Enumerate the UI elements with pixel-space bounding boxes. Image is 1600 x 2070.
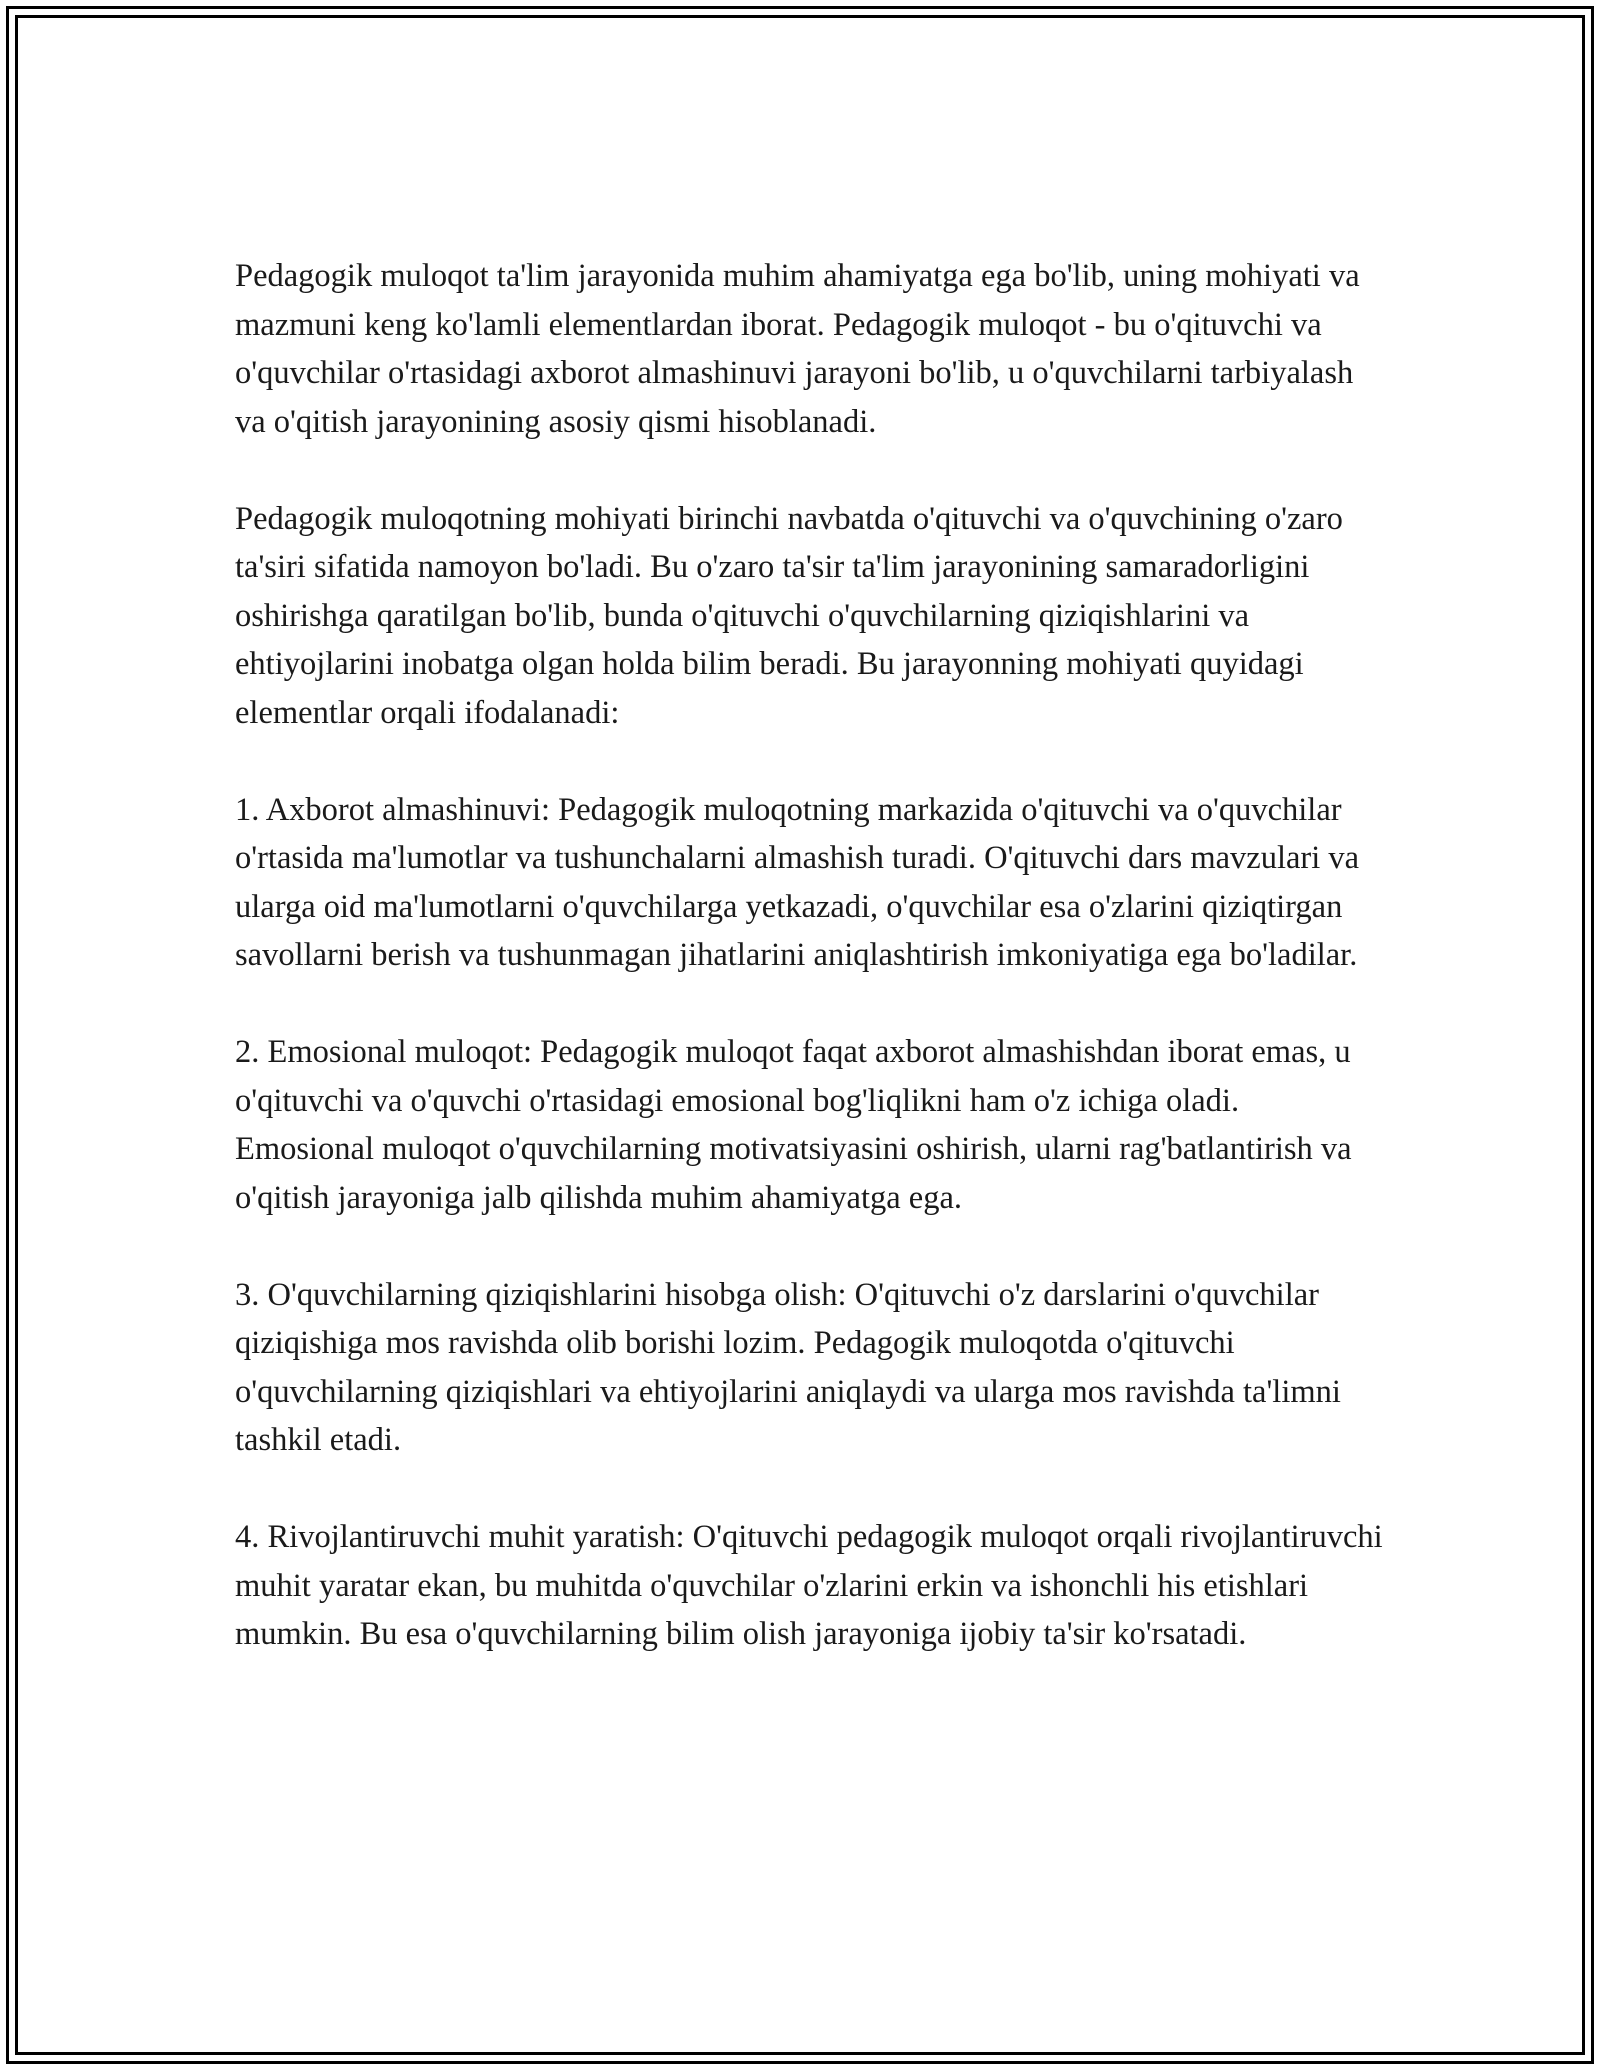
list-item-developmental-environment: 4. Rivojlantiruvchi muhit yaratish: O'qituvchi pedagogik muloqot orqali rivojlantiruvchi muhit yaratar ekan, bu muhitda o'quvchilar o'zlarini erkin va ishonchli his etishlari mumkin. Bu esa o'quvchilarning bilim olish jarayoniga ijobiy ta'sir ko'rsatadi. [235, 1519, 1383, 1652]
paragraph-intro: Pedagogik muloqot ta'lim jarayonida muhim ahamiyatga ega bo'lib, uning mohiyati va mazmuni keng ko'lamli elementlardan iborat. Pedagogik muloqot - bu o'qituvchi va o'quvchilar o'rtasidagi axborot almashinuvi jarayoni bo'lib, u o'quvchilarni tarbiyalash va o'qitish jarayonining asosiy qismi hisoblanadi. [235, 258, 1360, 440]
list-item-information-exchange: 1. Axborot almashinuvi: Pedagogik muloqotning markazida o'qituvchi va o'quvchilar o'rtasida ma'lumotlar va tushunchalarni almashish turadi. O'qituvchi dars mavzulari va ularga oid ma'lumotlarni o'quvchilarga yetkazadi, o'quvchilar esa o'zlarini qiziqtirgan savollarni berish va tushunmagan jihatlarini aniqlashtirish imkoniyatiga ega bo'ladilar. [235, 791, 1360, 973]
paragraph-essence: Pedagogik muloqotning mohiyati birinchi navbatda o'qituvchi va o'quvchining o'zaro ta'siri sifatida namoyon bo'ladi. Bu o'zaro ta'sir ta'lim jarayonining samaradorligini oshirishga qaratilgan bo'lib, bunda o'qituvchi o'quvchilarning qiziqishlarini va ehtiyojlarini inobatga olgan holda bilim beradi. Bu jarayonning mohiyati quyidagi elementlar orqali ifodalanadi: [235, 500, 1343, 731]
list-item-emotional-communication: 2. Emosional muloqot: Pedagogik muloqot faqat axborot almashishdan iborat emas, u o'qituvchi va o'quvchi o'rtasidagi emosional bog'liqlikni ham o'z ichiga oladi. Emosional muloqot o'quvchilarning motivatsiyasini oshirish, ularni rag'batlantirish va o'qitish jarayoniga jalb qilishda muhim ahamiyatga ega. [235, 1034, 1352, 1216]
document-body [235, 252, 1385, 1659]
list-item-student-interests: 3. O'quvchilarning qiziqishlarini hisobga olish: O'qituvchi o'z darslarini o'quvchilar qiziqishiga mos ravishda olib borishi lozim. Pedagogik muloqotda o'qituvchi o'quvchilarning qiziqishlari va ehtiyojlarini aniqlaydi va ularga mos ravishda ta'limni tashkil etadi. [235, 1276, 1341, 1458]
